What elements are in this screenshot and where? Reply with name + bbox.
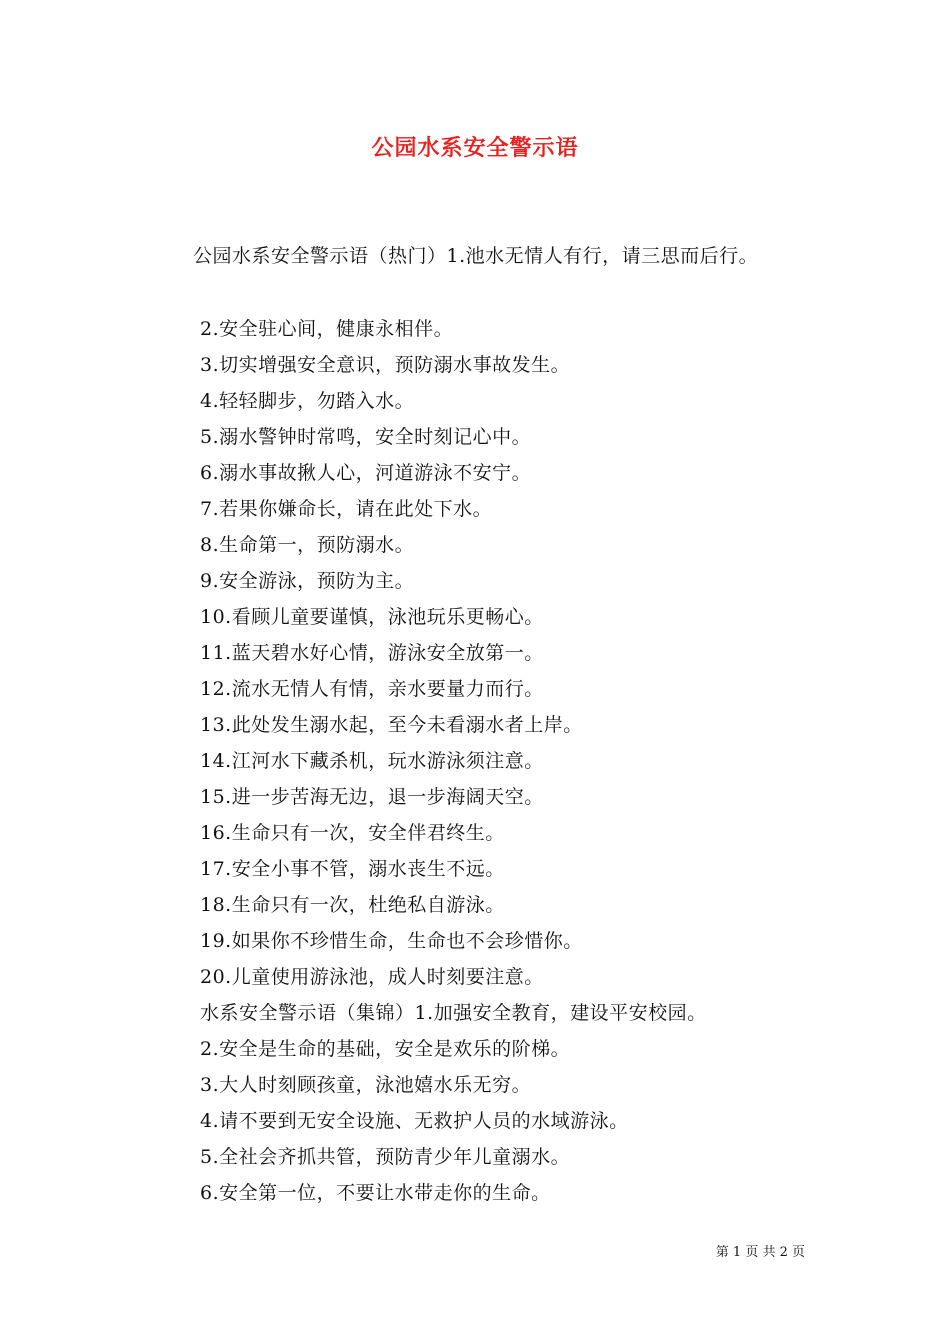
list-item: 17.安全小事不管，溺水丧生不远。 bbox=[200, 858, 505, 880]
page-footer: 第 1 页 共 2 页 bbox=[715, 1245, 805, 1260]
list-item: 5.溺水警钟时常鸣，安全时刻记心中。 bbox=[200, 426, 532, 448]
list-item: 12.流水无情人有情，亲水要量力而行。 bbox=[200, 678, 544, 700]
document-title: 公园水系安全警示语 bbox=[371, 135, 579, 161]
list-item: 10.看顾儿童要谨慎，泳池玩乐更畅心。 bbox=[200, 606, 544, 628]
list-item: 16.生命只有一次，安全伴君终生。 bbox=[200, 822, 505, 844]
list-item: 20.儿童使用游泳池，成人时刻要注意。 bbox=[200, 966, 544, 988]
list-item: 8.生命第一，预防溺水。 bbox=[200, 534, 415, 556]
list-item: 5.全社会齐抓共管，预防青少年儿童溺水。 bbox=[200, 1146, 571, 1168]
list-item: 3.切实增强安全意识，预防溺水事故发生。 bbox=[200, 354, 571, 376]
list-item: 13.此处发生溺水起，至今未看溺水者上岸。 bbox=[200, 714, 583, 736]
slogan-list bbox=[200, 311, 820, 1211]
list-item: 2.安全驻心间，健康永相伴。 bbox=[200, 318, 454, 340]
intro-paragraph: 公园水系安全警示语（热门）1.池水无情人有行，请三思而后行。 bbox=[193, 245, 759, 267]
list-item: 9.安全游泳，预防为主。 bbox=[200, 570, 415, 592]
list-item: 6.安全第一位，不要让水带走你的生命。 bbox=[200, 1182, 551, 1204]
list-item: 15.进一步苦海无边，退一步海阔天空。 bbox=[200, 786, 544, 808]
list-item: 水系安全警示语（集锦）1.加强安全教育，建设平安校园。 bbox=[200, 1002, 707, 1024]
list-item: 3.大人时刻顾孩童，泳池嬉水乐无穷。 bbox=[200, 1074, 532, 1096]
list-item: 4.轻轻脚步，勿踏入水。 bbox=[200, 390, 415, 412]
list-item: 11.蓝天碧水好心情，游泳安全放第一。 bbox=[200, 642, 544, 664]
list-item: 19.如果你不珍惜生命，生命也不会珍惜你。 bbox=[200, 930, 583, 952]
list-item: 18.生命只有一次，杜绝私自游泳。 bbox=[200, 894, 505, 916]
list-item: 6.溺水事故揪人心，河道游泳不安宁。 bbox=[200, 462, 532, 484]
list-item: 2.安全是生命的基础，安全是欢乐的阶梯。 bbox=[200, 1038, 571, 1060]
list-item: 14.江河水下藏杀机，玩水游泳须注意。 bbox=[200, 750, 544, 772]
list-item: 4.请不要到无安全设施、无救护人员的水域游泳。 bbox=[200, 1110, 629, 1132]
list-item: 7.若果你嫌命长，请在此处下水。 bbox=[200, 498, 493, 520]
